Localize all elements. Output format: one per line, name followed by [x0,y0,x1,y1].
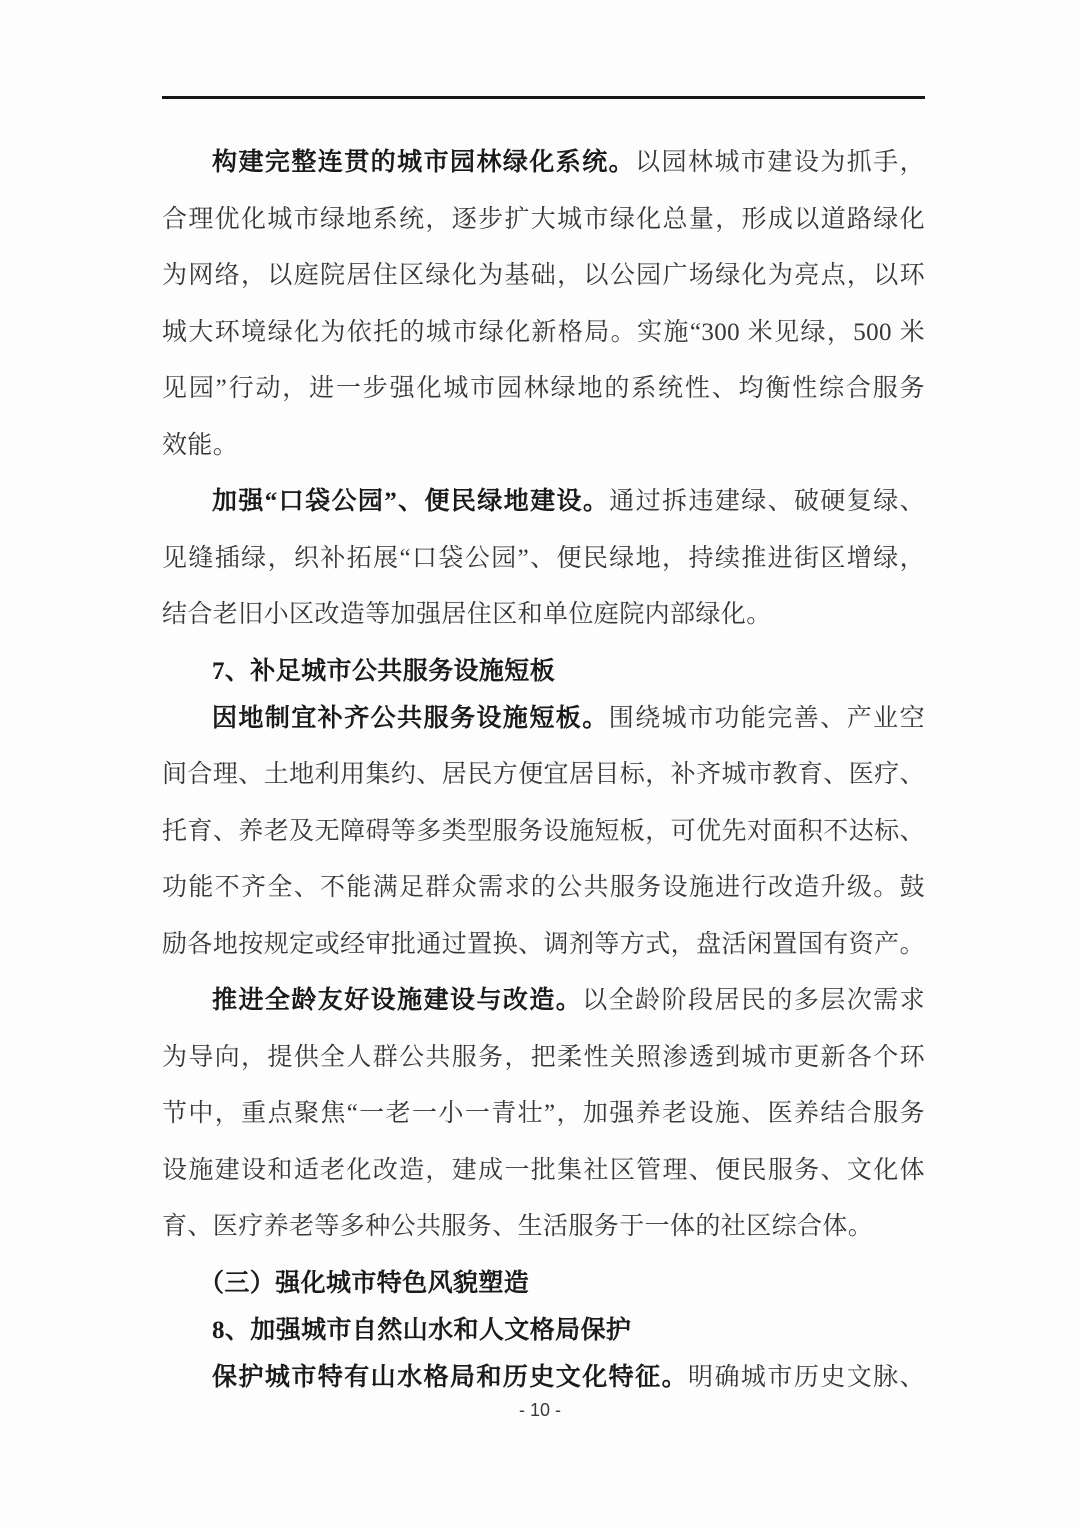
heading-line [162,655,925,702]
document-body [162,146,925,1417]
text-line [162,146,925,203]
text-segment: 通过拆违建绿、破硬复绿、 [609,488,925,515]
text-line [162,203,925,260]
text-line [162,429,925,486]
text-segment: 围绕城市功能完善、产业空 [608,704,925,732]
text-line [162,871,925,928]
text-line [162,259,925,316]
text-line [162,1210,925,1267]
bold-text-segment: （三）强化城市特色风貌塑造 [199,1269,530,1297]
bold-text-segment: 加强“口袋公园”、便民绿地建设。 [212,488,610,515]
text-segment: 功能不齐全、不能满足群众需求的公共服务设施进行改造升级。鼓 [162,874,925,901]
heading-line [162,1267,925,1314]
text-segment: 合理优化城市绿地系统，逐步扩大城市绿化总量，形成以道路绿化 [162,205,925,233]
text-segment: 见园”行动，进一步强化城市园林绿地的系统性、均衡性综合服务 [162,375,925,402]
text-line [162,815,925,872]
bold-text-segment: 因地制宜补齐公共服务设施短板。 [212,704,609,732]
bold-text-segment: 8、加强城市自然山水和人文格局保护 [212,1316,632,1344]
text-segment: 城大环境绿化为依托的城市绿化新格局。实施“300 米见绿，500 米 [162,318,925,346]
text-line [162,1041,925,1098]
text-line [162,372,925,429]
text-segment: 节中，重点聚焦“一老一小一青壮”，加强养老设施、医养结合服务 [162,1100,925,1127]
text-segment: 设施建设和适老化改造，建成一批集社区管理、便民服务、文化体 [162,1156,925,1184]
bold-text-segment: 保护城市特有山水格局和历史文化特征。 [212,1363,689,1391]
text-segment: 为导向，提供全人群公共服务，把柔性关照渗透到城市更新各个环 [162,1043,925,1071]
text-segment: 见缝插绿，织补拓展“口袋公园”、便民绿地，持续推进街区增绿， [162,544,925,572]
text-line [162,1097,925,1154]
text-segment: 间合理、土地利用集约、居民方便宜居目标，补齐城市教育、医疗、 [162,761,925,788]
text-segment: 以全龄阶段居民的多层次需求 [582,987,925,1014]
text-segment: 以园林城市建设为抓手， [635,149,925,176]
text-line [162,598,925,655]
text-segment: 托育、养老及无障碍等多类型服务设施短板，可优先对面积不达标、 [162,817,925,845]
text-line [162,1154,925,1211]
text-segment: 结合老旧小区改造等加强居住区和单位庭院内部绿化。 [162,601,772,628]
text-line [162,542,925,599]
heading-line [162,1314,925,1361]
text-line [162,928,925,985]
text-line [162,984,925,1041]
bold-text-segment: 推进全龄友好设施建设与改造。 [212,987,583,1014]
text-line [162,702,925,759]
text-segment: 为网络，以庭院居住区绿化为基础，以公园广场绿化为亮点，以环 [162,262,925,289]
text-line [162,316,925,373]
header-rule [162,96,925,99]
bold-text-segment: 7、补足城市公共服务设施短板 [212,657,556,685]
text-segment: 明确城市历史文脉、 [688,1363,925,1391]
text-line [162,758,925,815]
text-segment: 励各地按规定或经审批通过置换、调剂等方式，盘活闲置国有资产。 [162,930,925,958]
bold-text-segment: 构建完整连贯的城市园林绿化系统。 [212,149,636,176]
page-number: - 10 - [518,1400,561,1420]
text-segment: 育、医疗养老等多种公共服务、生活服务于一体的社区综合体。 [162,1213,874,1240]
text-line [162,485,925,542]
text-segment: 效能。 [162,431,239,459]
